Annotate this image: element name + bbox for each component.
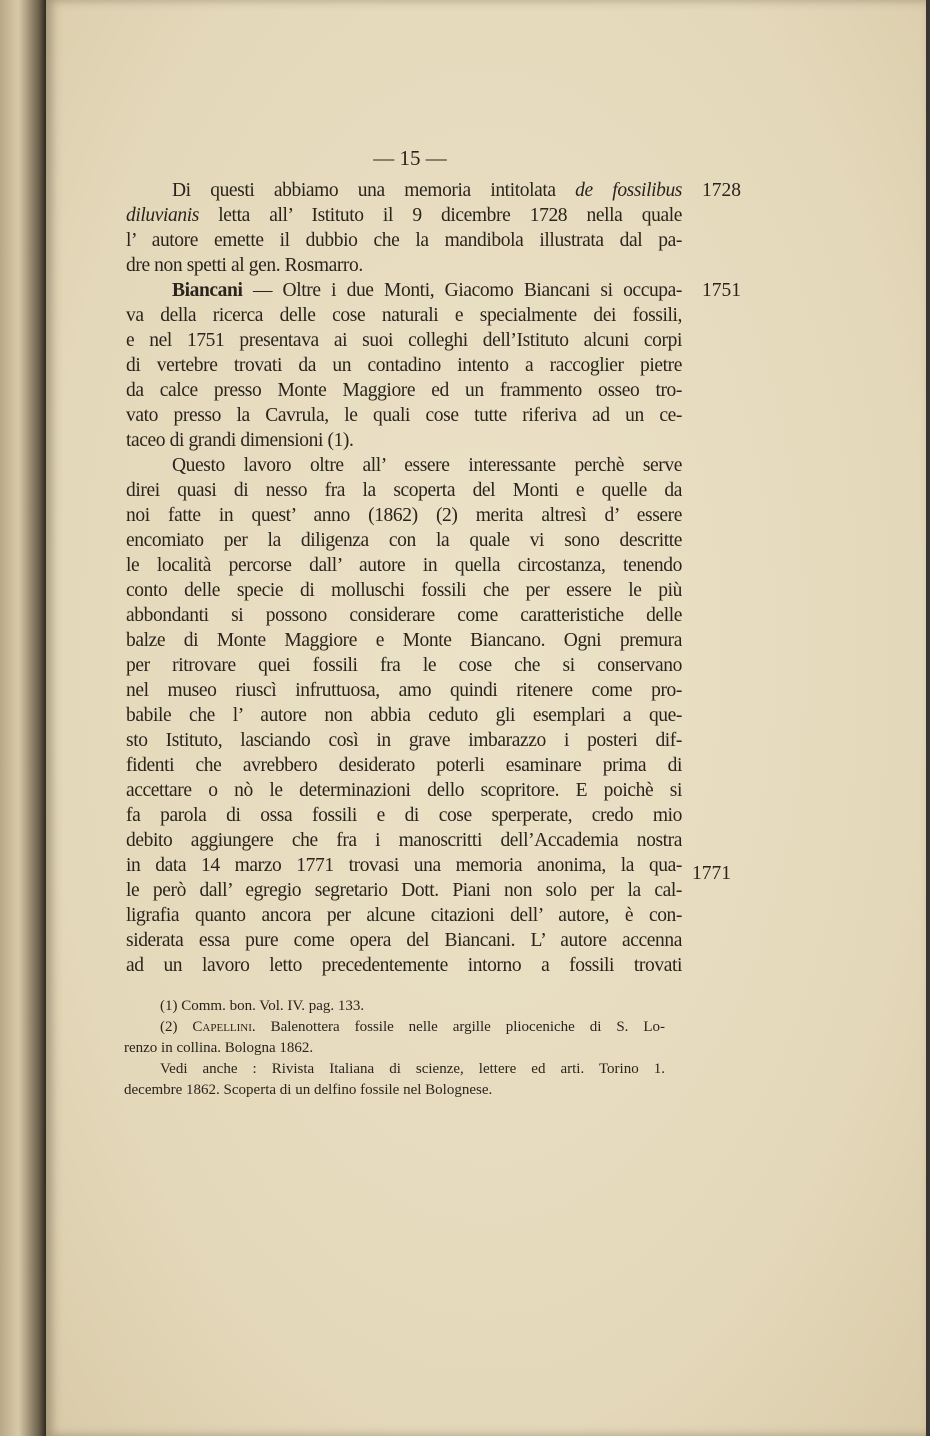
- text-segment: letta all’ Istituto il 9 dicembre 1728 nella quale: [198, 205, 682, 226]
- body-text: [126, 178, 682, 978]
- text-line: [126, 328, 682, 353]
- margin-year: 1728: [702, 180, 741, 201]
- text-line: [126, 253, 682, 278]
- text-segment: di vertebre trovati da un contadino intento a raccoglier pietre: [126, 355, 682, 376]
- text-line: [126, 428, 682, 453]
- text-line: [126, 703, 682, 728]
- text-segment: renzo in collina. Bologna 1862.: [124, 1040, 314, 1056]
- text-segment: fa parola di ossa fossili e di cose sperperate, credo mio: [126, 805, 682, 826]
- text-line: [126, 778, 682, 803]
- small-caps-text: Capellini: [192, 1019, 252, 1035]
- text-segment: . Balenottera fossile nelle argille plioceniche di S. Lo-: [251, 1019, 665, 1035]
- text-segment: le però dall’ egregio segretario Dott. Piani non solo per la cal-: [126, 880, 682, 901]
- text-line: [126, 203, 682, 228]
- text-segment: babile che l’ autore non abbia ceduto gli esemplari a que-: [126, 705, 682, 726]
- text-segment: (1) Comm. bon. Vol. IV. pag. 133.: [160, 998, 365, 1014]
- text-line: [126, 178, 682, 203]
- text-segment: ad un lavoro letto precedentemente intorno a fossili trovati: [126, 955, 682, 976]
- text-segment: l’ autore emette il dubbio che la mandibola illustrata dal pa-: [126, 230, 682, 251]
- text-segment: ligrafia quanto ancora per alcune citazioni dell’ autore, è con-: [126, 905, 682, 926]
- text-segment: — Oltre i due Monti, Giacomo Biancani si occupa-: [242, 280, 682, 301]
- text-segment: direi quasi di nesso fra la scoperta del Monti e quelle da: [126, 480, 682, 501]
- text-line: [126, 878, 682, 903]
- footnote-line: [124, 1080, 665, 1101]
- text-segment: balze di Monte Maggiore e Monte Biancano. Ogni premura: [126, 630, 682, 651]
- text-line: [126, 453, 682, 478]
- margin-year: 1771: [692, 863, 731, 884]
- text-line: [126, 828, 682, 853]
- footnote-line: [124, 1038, 665, 1059]
- facing-page-edge: [0, 0, 46, 1436]
- text-segment: sto Istituto, lasciando così in grave imbarazzo i posteri dif-: [126, 730, 682, 751]
- text-segment: fidenti che avrebbero desiderato poterli esaminare prima di: [126, 755, 682, 776]
- text-segment: noi fatte in quest’ anno (1862) (2) merita altresì d’ essere: [126, 505, 682, 526]
- text-segment: siderata essa pure come opera del Biancani. L’ autore accenna: [126, 930, 682, 951]
- text-line: [126, 678, 682, 703]
- text-segment: abbondanti si possono considerare come caratteristiche delle: [126, 605, 682, 626]
- text-segment: (2): [160, 1019, 193, 1035]
- text-line: [126, 403, 682, 428]
- text-segment: in data 14 marzo 1771 trovasi una memoria anonima, la qua-: [126, 855, 682, 876]
- text-segment: accettare o nò le determinazioni dello scopritore. E poichè si: [126, 780, 682, 801]
- text-line: [126, 553, 682, 578]
- italic-text: de fossilibus: [575, 180, 682, 201]
- text-line: [126, 353, 682, 378]
- margin-year: 1751: [702, 280, 741, 301]
- text-segment: le località percorse dall’ autore in quella circostanza, tenendo: [126, 555, 682, 576]
- text-line: [126, 528, 682, 553]
- text-segment: nel museo riuscì infruttuosa, amo quindi ritenere come pro-: [126, 680, 682, 701]
- book-page: [46, 0, 926, 1436]
- text-line: [126, 378, 682, 403]
- text-line: [126, 903, 682, 928]
- text-line: [126, 953, 682, 978]
- text-line: [126, 803, 682, 828]
- footnotes: [124, 996, 665, 1101]
- text-segment: Di questi abbiamo una memoria intitolata: [172, 180, 576, 201]
- text-line: [126, 478, 682, 503]
- text-segment: e nel 1751 presentava ai suoi colleghi dell’Istituto alcuni corpi: [126, 330, 682, 351]
- footnote-line: [124, 1017, 665, 1038]
- text-segment: va della ricerca delle cose naturali e specialmente dei fossili,: [126, 305, 682, 326]
- text-line: [126, 303, 682, 328]
- text-line: [126, 853, 682, 878]
- text-segment: da calce presso Monte Maggiore ed un frammento osseo tro-: [126, 380, 682, 401]
- text-segment: debito aggiungere che fra i manoscritti dell’Accademia nostra: [126, 830, 682, 851]
- text-line: [126, 653, 682, 678]
- text-segment: encomiato per la diligenza con la quale vi sono descritte: [126, 530, 682, 551]
- text-line: [126, 728, 682, 753]
- text-line: [126, 753, 682, 778]
- footnote-line: [124, 996, 665, 1017]
- text-segment: conto delle specie di molluschi fossili che per essere le più: [126, 580, 682, 601]
- text-line: [126, 228, 682, 253]
- bold-text: Biancani: [172, 280, 243, 301]
- text-line: [126, 278, 682, 303]
- footnote-line: [124, 1059, 665, 1080]
- text-line: [126, 628, 682, 653]
- italic-text: diluvianis: [126, 205, 199, 226]
- text-line: [126, 503, 682, 528]
- text-segment: decembre 1862. Scoperta di un delfino fossile nel Bolognese.: [124, 1082, 493, 1098]
- text-line: [126, 603, 682, 628]
- text-line: [126, 928, 682, 953]
- text-segment: vato presso la Cavrula, le quali cose tutte riferiva ad un ce-: [126, 405, 682, 426]
- text-segment: dre non spetti al gen. Rosmarro.: [126, 255, 363, 276]
- page-number: — 15 —: [373, 146, 447, 170]
- text-segment: per ritrovare quei fossili fra le cose che si conservano: [126, 655, 682, 676]
- text-segment: Questo lavoro oltre all’ essere interessante perchè serve: [172, 455, 682, 476]
- text-segment: taceo di grandi dimensioni (1).: [126, 430, 354, 451]
- text-line: [126, 578, 682, 603]
- text-segment: Vedi anche : Rivista Italiana di scienze, lettere ed arti. Torino 1.: [160, 1061, 665, 1077]
